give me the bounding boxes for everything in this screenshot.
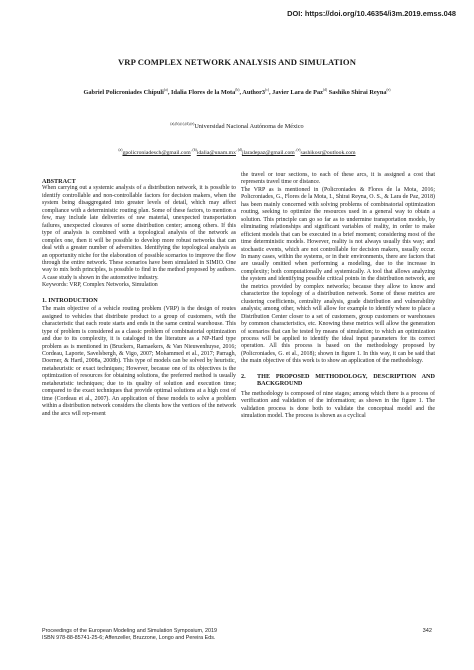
section2-heading <box>241 373 435 388</box>
affiliation <box>0 122 474 130</box>
email-link-e[interactable]: sashikosr@outlook.com <box>300 149 356 156</box>
email-list <box>40 148 434 156</box>
footer-line-1: Proceedings of the European Modeling and Simulation Symposium, 2019 <box>42 628 218 634</box>
author-list <box>46 86 428 97</box>
left-column <box>42 172 236 418</box>
right-para-1: the travel or tour sections, to each of these arcs, it is assigned a cost that represents travel time or distance. <box>241 172 435 186</box>
abstract-text: When carrying out a systemic analysis of a distribution network, it is possible to identify controllable and non-controllable factors for decision makers, when the system being disaggregated into greater levels of detail, which may affect compliance with a deterministic routing plan. Some of these factors, to mention a few, may include late deliveries of raw material, unexpected transportation failures, unexpected closures of some distribution center; among others. If this type of analysis is combined with a topological analysis of the network as complex one, then it will be possible to develop more robust networks that can deal with a greater number of adversities. Identifying the topological analysis as an opportunity niche for the elaboration of possible scenarios to improve the flow through the entire network. These scenarios have been simulated in SIMIO. One way to mix both principles, is possible to find in the method proposed by authors. A case study is shown in the automotive industry. <box>42 185 236 281</box>
paper-title: VRP COMPLEX NETWORK ANALYSIS AND SIMULATION <box>117 57 357 67</box>
footer <box>42 628 432 643</box>
author-sup: (c) <box>265 88 270 92</box>
email-sup: (a) <box>118 148 123 152</box>
email-link-a[interactable]: gpolicroniadesch@gmail.com <box>122 149 191 156</box>
author-sup: (e) <box>386 88 391 92</box>
author-name: , Idalia Flores de la Mota <box>167 89 236 97</box>
section2-number: 2. <box>241 372 246 380</box>
doi-header: DOI: https://doi.org/10.46354/i3m.2019.emss.048 <box>287 9 456 18</box>
keywords: Keywords: VRP, Complex Networks, Simulation <box>42 282 158 289</box>
email-link-b[interactable]: idalia@unam.mx <box>196 149 236 156</box>
affiliation-text: Universidad Nacional Autónoma de México <box>194 123 304 131</box>
intro-heading: 1. INTRODUCTION <box>42 296 98 304</box>
email-sup: , (d) <box>235 148 242 152</box>
page-number: 342 <box>422 628 432 634</box>
right-para-2: The VRP as is mentioned in (Policroniades & Flores de la Mota, 2016; Policroniades, G., Flores de la Mota, I., Shirai Reyna, O. S., & Lara de Paz, 2018) has been mainly concerned with solving problems of combinatorial optimization routing, seeking to optimize the resources used in a general way to obtain a solution. This principle can go so far as to undermine transportation models, by eliminating relationships and significant variables of reality, in order to make efficient models that can be executed in a brief moment; considering most of the time deterministic models. However, reality is not always usually this way; and stochastic events, which are not controllable for decision makers, usually occur. In many cases, within the systems, or in their environments, there are factors that are usually omitted when performing a modeling, due to the increase in complexity; both computationally and systemically. A tool that allows analyzing the system and identifying possible critical points in the distribution network, are the metrics provided by complex networks; because they allow to know and characterize the topology of a distribution network. Some of these metrics are clustering coefficients, centrality analysis, grade distribution and vulnerability analysis; among other, which will allow for example to identify where to place a Distribution Center closer to a set of customers, group customers or warehouses by common characteristics, etc. Knowing these metrics will allow the generation of scenarios that can be tested by means of simulation; to which an optimization process will be applied to identify the ideal input parameters for its correct operation. All this process is based on the methodology proposed by (Policroniades, G. et al., 2018); shown in figure 1. In this way, it can be said that the main objective of this work is to show an application of the methodology. <box>241 186 435 365</box>
email-link-d[interactable]: jlaradepaz@gmail.com <box>241 149 295 156</box>
intro-text: The main objective of a vehicle routing problem (VRP) is the design of routes assigned to vehicles that distribute product to a group of customers, with the characteristic that each route starts and ends in the same central warehouse. This type of problem is considered as a classic problem of combinatorial optimization and due to its complexity, it is cataloged in the literature as a NP-Hard type problem as is mentioned in (Bruckers, Ramaekers, & Van Nieuwenhuyse, 2016; Cordeau, Laporte, Savelsbergh, & Vigo, 2007; Mohammed et al., 2017; Parragh, Doerner, & Hartl, 2008a, 2008b). This type of models can be solved by heuristic, metaheuristic or exact techniques; However, because one of its objectives is the optimization of resources for obtaining solutions, the preferred method is usually metaheuristic techniques; due to its quality of solution and execution time; compared to the exact techniques that provide optimal solutions at a high cost of time (Cordeau et al., 2007). An application of these models to solve a problem within a distribution network considers the clients how the vertices of the network and the arcs will rep-resent <box>42 306 236 417</box>
email-sup: , (b) <box>190 148 197 152</box>
email-sup: , (e) <box>294 148 301 152</box>
section2-text: The methodology is composed of nine stages; among which there is a process of verification and validation of the information; as shown in the figure 1. The validation process is done both to validate the conceptual model and the simulation model. The process is shown as a cyclical <box>241 390 435 420</box>
section2-title: THE PROPOSED METHODOLOGY, DESCRIPTION AND BACKGROUND <box>257 372 435 388</box>
right-column <box>241 172 435 421</box>
author-name: , Javier Lara de Paz <box>269 89 323 97</box>
author-name: Sashiko Shirai Reyna <box>327 89 387 97</box>
author-sup: (a) <box>163 88 168 92</box>
abstract-heading: ABSTRACT <box>42 178 76 185</box>
author-sup: (d) <box>322 88 328 92</box>
author-name: Gabriel Policroniades Chípuli <box>83 89 164 97</box>
author-name: , Author3 <box>239 89 266 97</box>
affiliation-sup: (a),(b),(c),(d),(e) <box>170 122 195 126</box>
footer-line-2: ISBN 978-88-85741-25-6; Affenzeller, Bruzzone, Longo and Pereira Eds. <box>42 635 216 642</box>
author-sup: (b) <box>235 88 240 92</box>
